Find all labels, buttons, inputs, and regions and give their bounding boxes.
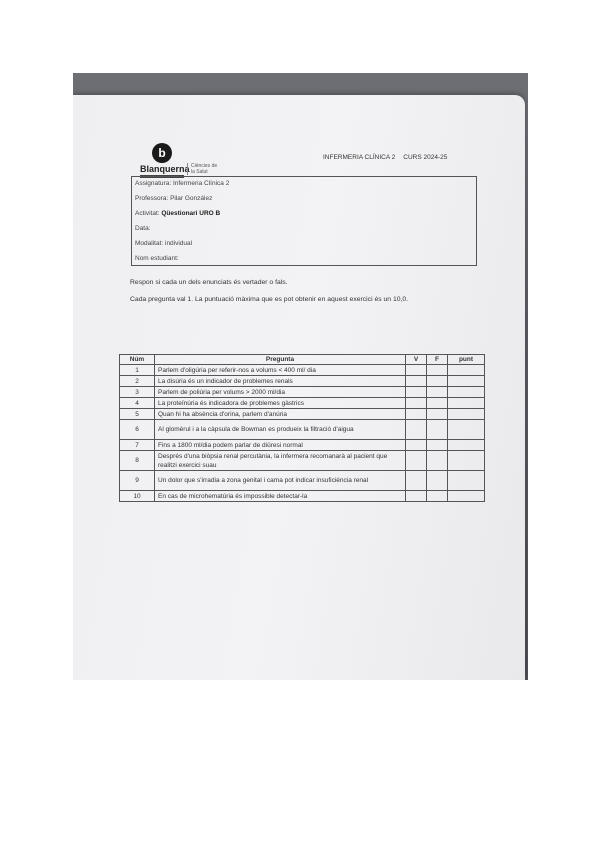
answer-v-cell[interactable] [406, 387, 427, 398]
table-row [120, 409, 485, 420]
instruction-2: Cada pregunta val 1. La puntuació màxima que es pot obtenir en aquest exercici és un 10,0. [130, 296, 409, 303]
course-title: INFERMERIA CLÍNICA 2 [323, 154, 396, 161]
score-cell[interactable] [448, 398, 485, 409]
answer-v-cell[interactable] [406, 491, 427, 502]
answer-f-cell[interactable] [427, 387, 448, 398]
score-cell[interactable] [448, 376, 485, 387]
header-num: Núm [120, 355, 155, 365]
logo-brand: Blanquerna [140, 164, 190, 174]
row-num: 4 [120, 398, 155, 409]
answer-f-cell[interactable] [427, 365, 448, 376]
answer-f-cell[interactable] [427, 471, 448, 491]
answer-f-cell[interactable] [427, 491, 448, 502]
header-punt: punt [448, 355, 485, 365]
score-cell[interactable] [448, 471, 485, 491]
row-num: 8 [120, 451, 155, 471]
course-header [323, 154, 447, 161]
table-row [120, 471, 485, 491]
answer-v-cell[interactable] [406, 451, 427, 471]
score-cell[interactable] [448, 387, 485, 398]
row-num: 10 [120, 491, 155, 502]
score-cell[interactable] [448, 440, 485, 451]
info-activity: Activitat: Qüestionari URO B [135, 210, 221, 217]
answer-v-cell[interactable] [406, 376, 427, 387]
row-num: 5 [120, 409, 155, 420]
answer-v-cell[interactable] [406, 409, 427, 420]
row-num: 2 [120, 376, 155, 387]
table-row [120, 376, 485, 387]
row-question: Al glomèrul i a la càpsula de Bowman es produeix la filtració d'aigua [155, 420, 406, 440]
info-student-name: Nom estudiant: [135, 255, 179, 262]
row-question: Parlem de poliúria per volums > 2000 ml/dia [155, 387, 406, 398]
table-row [120, 387, 485, 398]
questions-table [119, 354, 485, 502]
score-cell[interactable] [448, 365, 485, 376]
row-question: Parlem d'oligúria per referir-nos a volums < 400 ml/ dia [155, 365, 406, 376]
answer-v-cell[interactable] [406, 365, 427, 376]
table-row [120, 398, 485, 409]
row-question: Un dolor que s'irradia a zona genital i cama pot indicar insuficiència renal [155, 471, 406, 491]
answer-f-cell[interactable] [427, 420, 448, 440]
header-v: V [406, 355, 427, 365]
table-header-row [120, 355, 485, 365]
row-question: Fins a 1800 ml/dia podem parlar de diüresi normal [155, 440, 406, 451]
info-subject: Assignatura: Infermeria Clínica 2 [135, 180, 230, 187]
row-num: 9 [120, 471, 155, 491]
course-year: CURS 2024-25 [403, 154, 448, 161]
logo-b-icon: b [152, 143, 172, 163]
row-question: La disúria és un indicador de problemes renals [155, 376, 406, 387]
header-f: F [427, 355, 448, 365]
table-row [120, 365, 485, 376]
answer-f-cell[interactable] [427, 376, 448, 387]
header-question: Pregunta [155, 355, 406, 365]
photo-background [73, 73, 528, 680]
paper-sheet [73, 95, 525, 680]
score-cell[interactable] [448, 491, 485, 502]
answer-f-cell[interactable] [427, 451, 448, 471]
table-row [120, 491, 485, 502]
answer-f-cell[interactable] [427, 398, 448, 409]
row-num: 3 [120, 387, 155, 398]
row-question: Després d'una biòpsia renal percutània, la infermera recomanarà al pacient que realitzi exercici suau [155, 451, 406, 471]
answer-v-cell[interactable] [406, 420, 427, 440]
row-question: La proteïnúria és indicadora de problemes gàstrics [155, 398, 406, 409]
score-cell[interactable] [448, 420, 485, 440]
info-date: Data: [135, 225, 151, 232]
row-num: 1 [120, 365, 155, 376]
score-cell[interactable] [448, 451, 485, 471]
row-num: 6 [120, 420, 155, 440]
instruction-1: Respon si cada un dels enunciats és vertader o fals. [130, 279, 288, 286]
info-professor: Professora: Pilar González [135, 195, 213, 202]
answer-v-cell[interactable] [406, 471, 427, 491]
logo-faculty: Ciències de la Salut [187, 163, 221, 175]
table-row [120, 440, 485, 451]
answer-v-cell[interactable] [406, 398, 427, 409]
row-question: En cas de microhematúria és impossible detectar-la [155, 491, 406, 502]
score-cell[interactable] [448, 409, 485, 420]
row-num: 7 [120, 440, 155, 451]
answer-v-cell[interactable] [406, 440, 427, 451]
row-question: Quan hi ha absència d'orina, parlem d'anúria [155, 409, 406, 420]
info-box [131, 176, 477, 266]
info-modality: Modalitat: individual [135, 240, 193, 247]
table-row [120, 451, 485, 471]
table-row [120, 420, 485, 440]
answer-f-cell[interactable] [427, 440, 448, 451]
answer-f-cell[interactable] [427, 409, 448, 420]
